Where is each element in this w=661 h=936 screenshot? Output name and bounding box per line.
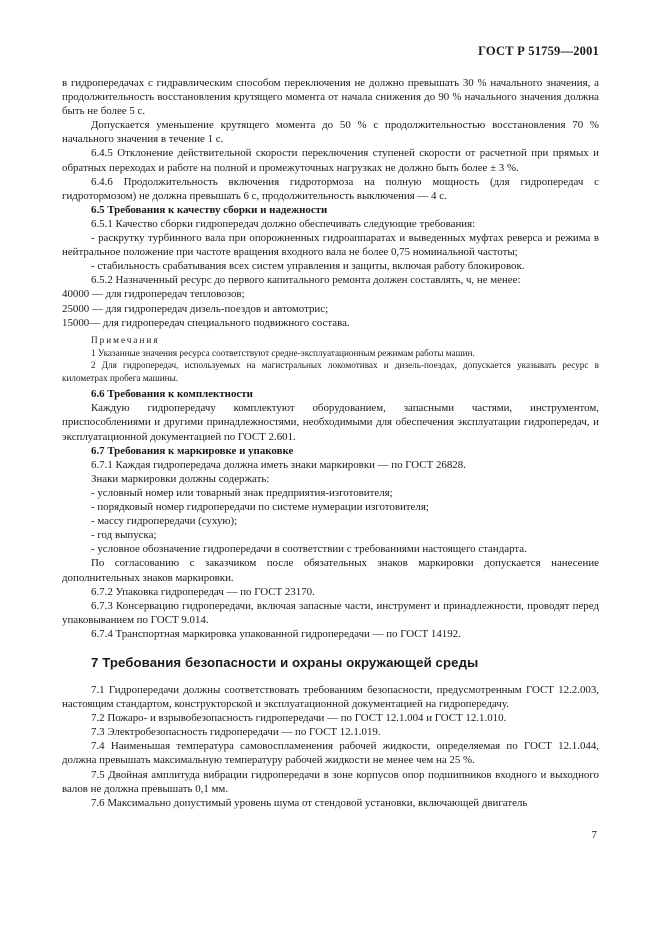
list-item: - массу гидропередачи (сухую); <box>91 515 238 528</box>
clause-6-4-6: 6.4.6 Продолжительность включения гидротормоза на полную мощность (для гидропередач с гидротормозом) не должна превышать 6 с, продолжительность выключения — 4 с. <box>62 175 599 202</box>
list-item: - условное обозначение гидропередачи в соответствии с требованиями настоящего стандарта. <box>91 543 527 556</box>
heading-6-5: 6.5 Требования к качеству сборки и надежности <box>91 203 328 216</box>
clause-7-4: 7.4 Наименьшая температура самовоспламенения рабочей жидкости, определяемая по ГОСТ 12.1.044, должна превышать максимальную температуру рабочей жидкости не менее чем на 25 %. <box>62 740 599 767</box>
paragraph: Каждую гидропередачу комплектуют оборудованием, запасными частями, инструментом, приспособлениями и другими принадлежностями, необходимыми для обеспечения эксплуатации гидропередач, и эксплуатационной документацией по ГОСТ 2.601. <box>62 402 599 443</box>
list-item: 25000 — для гидропередач дизель-поездов и автомотрис; <box>62 302 329 315</box>
paragraph: Допускается уменьшение крутящего момента до 50 % с продолжительностью восстановления 70 % начального значения в течение 1 с. <box>62 119 599 146</box>
standard-header: ГОСТ Р 51759—2001 <box>478 44 599 58</box>
list-item: - год выпуска; <box>91 529 157 542</box>
clause-6-7-1: 6.7.1 Каждая гидропередача должна иметь знаки маркировки — по ГОСТ 26828. <box>91 458 466 471</box>
list-item: - условный номер или товарный знак предприятия-изготовителя; <box>91 486 393 499</box>
list-item: - раскрутку турбинного вала при опорожненных гидроаппаратах и выведенных муфтах реверса и режима в нейтральное положение при частоте вращения входного вала не более 0,75 номинальной частоты; <box>62 232 599 259</box>
clause-6-5-2: 6.5.2 Назначенный ресурс до первого капитального ремонта должен составлять, ч, не менее: <box>91 274 521 287</box>
note-item: 2 Для гидропередач, используемых на магистральных локомотивах и дизель-поездах, допускается указывать ресурс в километрах пробега машины. <box>62 360 599 383</box>
clause-6-4-5: 6.4.5 Отклонение действительной скорости переключения ступеней скорости от расчетной при прямых и обратных переходах и работе на полной и промежуточных нагрузках не должно быть более ± 3 %. <box>62 147 599 174</box>
paragraph: По согласованию с заказчиком после обязательных знаков маркировки допускается нанесение дополнительных знаков маркировки. <box>62 557 599 584</box>
list-item: - стабильность срабатывания всех систем управления и защиты, включая работу блокировок. <box>91 260 525 273</box>
clause-6-5-1: 6.5.1 Качество сборки гидропередач должно обеспечивать следующие требования: <box>91 217 476 230</box>
clause-7-6: 7.6 Максимально допустимый уровень шума от стендовой установки, включающей двигатель <box>91 796 528 809</box>
clause-6-7-3: 6.7.3 Консервацию гидропередачи, включая запасные части, инструмент и принадлежности, проводят перед упаковыванием по ГОСТ 9.014. <box>62 599 599 626</box>
list-item: 15000— для гидропередач специального подвижного состава. <box>62 316 350 329</box>
clause-7-1: 7.1 Гидропередачи должны соответствовать требованиям безопасности, предусмотренным ГОСТ 12.2.003, настоящим стандартом, конструкторской и эксплуатационной документацией на гидропередачу. <box>62 683 599 711</box>
clause-7-3: 7.3 Электробезопасность гидропередачи — по ГОСТ 12.1.019. <box>91 726 381 739</box>
heading-6-7: 6.7 Требования к маркировке и упаковке <box>91 444 294 457</box>
paragraph: Знаки маркировки должны содержать: <box>91 472 270 485</box>
list-item: 40000 — для гидропередач тепловозов; <box>62 288 245 301</box>
heading-6-6: 6.6 Требования к комплектности <box>91 388 253 401</box>
section-7-heading: 7 Требования безопасности и охраны окружающей среды <box>91 654 479 670</box>
page-number: 7 <box>591 829 597 841</box>
list-item: - порядковый номер гидропередачи по системе нумерации изготовителя; <box>91 501 429 514</box>
clause-6-7-2: 6.7.2 Упаковка гидропередач — по ГОСТ 23170. <box>91 585 315 598</box>
notes-title: Примечания <box>91 334 160 345</box>
clause-7-5: 7.5 Двойная амплитуда вибрации гидропередачи в зоне корпусов опор подшипников входного и выходного валов не должна превышать 0,1 мм. <box>62 768 599 795</box>
document-body <box>62 76 599 810</box>
clause-6-7-4: 6.7.4 Транспортная маркировка упакованной гидропередачи — по ГОСТ 14192. <box>91 627 461 640</box>
paragraph: в гидропередачах с гидравлическим способом переключения не должно превышать 30 % начального значения, а продолжительность восстановления крутящего момента от начала снижения до 90 % начального значения должна быть не более 5 с. <box>62 77 599 118</box>
note-item: 1 Указанные значения ресурса соответствуют средне-эксплуатационным режимам работы машин. <box>91 347 475 358</box>
clause-7-2: 7.2 Пожаро- и взрывобезопасность гидропередачи — по ГОСТ 12.1.004 и ГОСТ 12.1.010. <box>91 712 507 725</box>
